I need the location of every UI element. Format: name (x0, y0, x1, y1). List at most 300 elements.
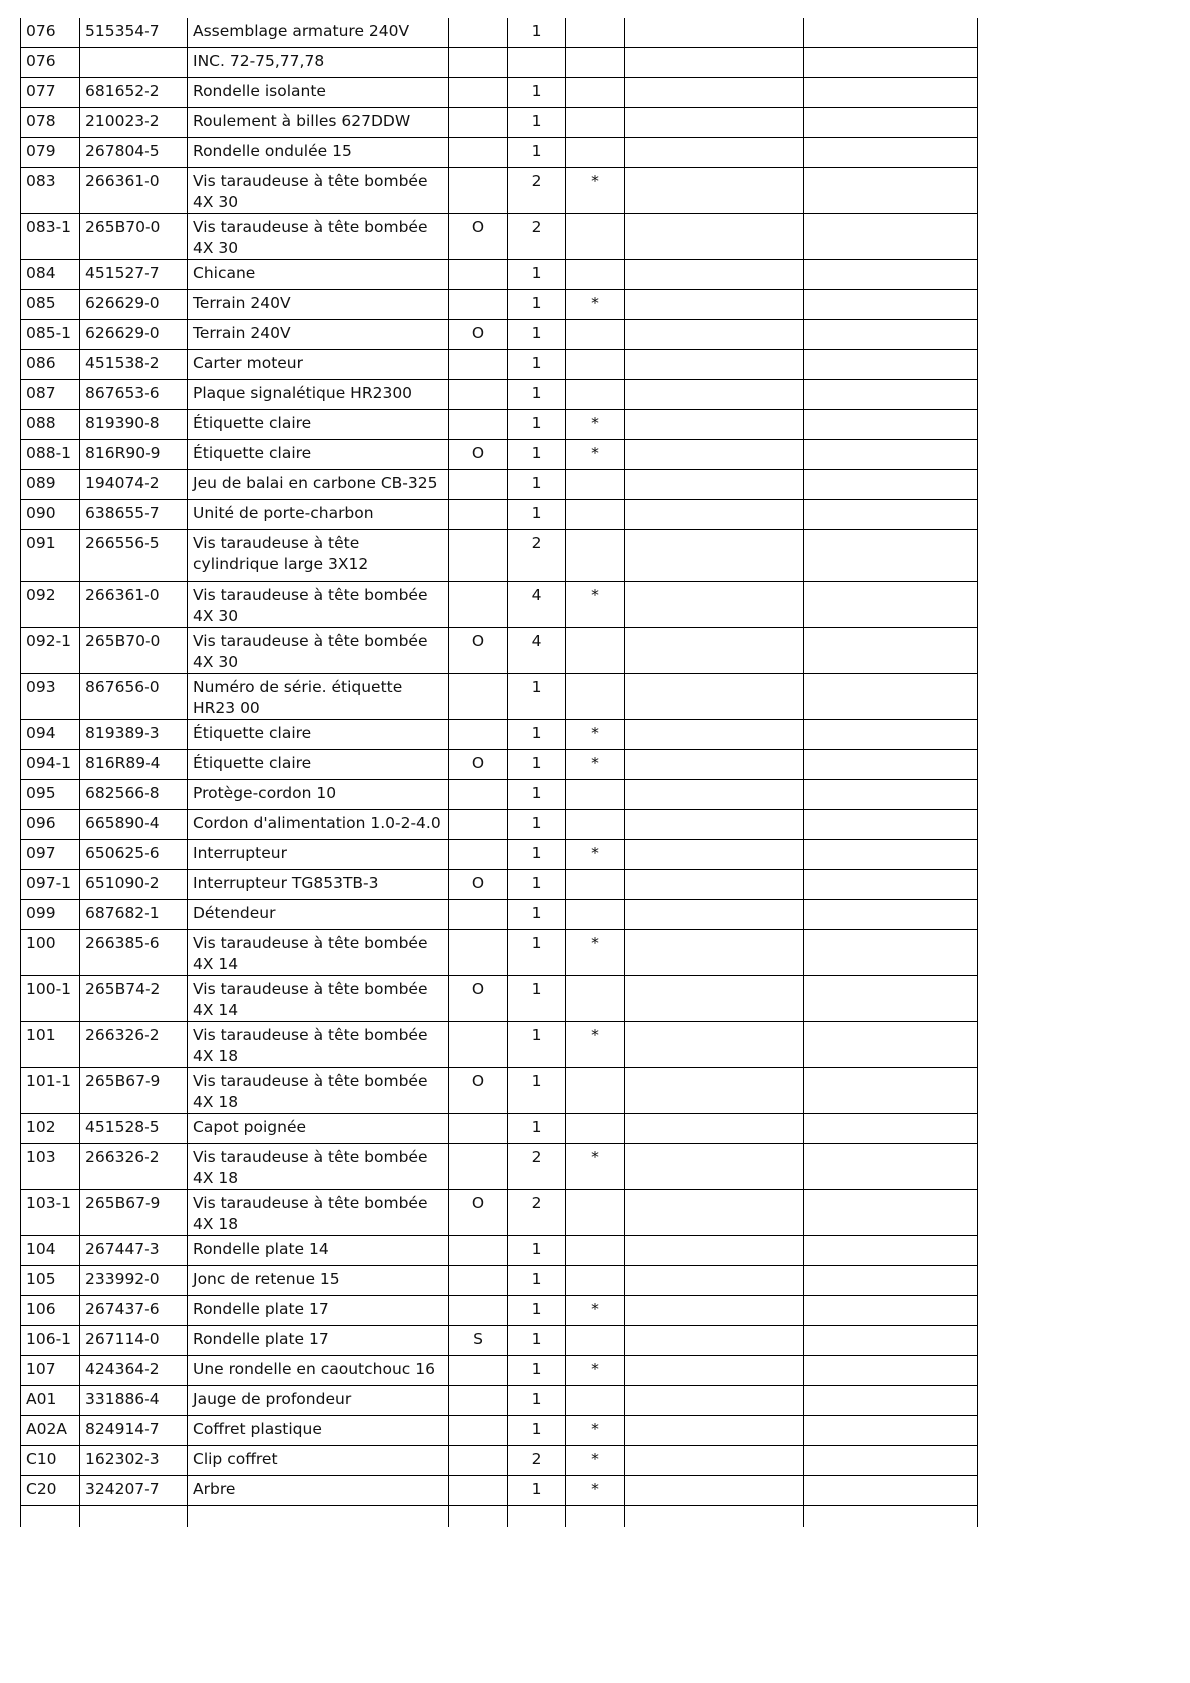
table-row (21, 440, 978, 470)
mark-cell: * (566, 1446, 625, 1476)
option-cell (449, 1236, 508, 1266)
mark-cell (566, 48, 625, 78)
description-cell: Vis taraudeuse à tête bombée 4X 30 (188, 582, 449, 628)
option-cell: O (449, 214, 508, 260)
description-cell: Étiquette claire (188, 440, 449, 470)
option-cell (449, 1416, 508, 1446)
quantity-cell: 1 (508, 1068, 566, 1114)
part-number-cell: 267447-3 (80, 1236, 188, 1266)
ref-number-cell: 104 (21, 1236, 80, 1266)
table-row (21, 380, 978, 410)
option-cell (449, 48, 508, 78)
description-cell: Vis taraudeuse à tête bombée 4X 18 (188, 1144, 449, 1190)
table-row (21, 1386, 978, 1416)
quantity-cell: 1 (508, 260, 566, 290)
empty-cell (804, 1416, 978, 1446)
table-row (21, 1190, 978, 1236)
option-cell (449, 840, 508, 870)
empty-cell (804, 500, 978, 530)
empty-cell (625, 18, 804, 48)
option-cell (449, 1356, 508, 1386)
description-cell: Protège-cordon 10 (188, 780, 449, 810)
empty-cell (625, 1236, 804, 1266)
mark-cell: * (566, 930, 625, 976)
parts-table-body (21, 18, 978, 1527)
ref-number-cell: 088-1 (21, 440, 80, 470)
ref-number-cell: 076 (21, 48, 80, 78)
description-cell: Roulement à billes 627DDW (188, 108, 449, 138)
mark-cell (566, 108, 625, 138)
table-row (21, 1416, 978, 1446)
description-cell: Vis taraudeuse à tête bombée 4X 14 (188, 930, 449, 976)
empty-cell (625, 1326, 804, 1356)
mark-cell: * (566, 410, 625, 440)
option-cell: O (449, 976, 508, 1022)
description-cell: Clip coffret (188, 1446, 449, 1476)
part-number-cell: 626629-0 (80, 320, 188, 350)
ref-number-cell: 085-1 (21, 320, 80, 350)
mark-cell (566, 500, 625, 530)
table-row (21, 1114, 978, 1144)
ref-number-cell: 078 (21, 108, 80, 138)
option-cell (449, 108, 508, 138)
ref-number-cell: 099 (21, 900, 80, 930)
empty-cell (625, 1114, 804, 1144)
empty-cell (80, 1506, 188, 1528)
quantity-cell: 1 (508, 780, 566, 810)
description-cell: Terrain 240V (188, 290, 449, 320)
quantity-cell: 1 (508, 290, 566, 320)
table-row (21, 260, 978, 290)
empty-cell (625, 1190, 804, 1236)
part-number-cell: 665890-4 (80, 810, 188, 840)
option-cell (449, 290, 508, 320)
part-number-cell: 331886-4 (80, 1386, 188, 1416)
ref-number-cell: 106-1 (21, 1326, 80, 1356)
part-number-cell: 265B67-9 (80, 1190, 188, 1236)
part-number-cell: 451528-5 (80, 1114, 188, 1144)
table-row (21, 78, 978, 108)
part-number-cell: 266385-6 (80, 930, 188, 976)
empty-cell (804, 930, 978, 976)
table-row (21, 1326, 978, 1356)
empty-cell (804, 976, 978, 1022)
quantity-cell: 1 (508, 1356, 566, 1386)
empty-cell (804, 168, 978, 214)
description-cell: Coffret plastique (188, 1416, 449, 1446)
table-row (21, 1296, 978, 1326)
option-cell (449, 582, 508, 628)
table-row (21, 350, 978, 380)
description-cell: Vis taraudeuse à tête bombée 4X 18 (188, 1022, 449, 1068)
empty-cell (804, 1236, 978, 1266)
part-number-cell: 819389-3 (80, 720, 188, 750)
empty-cell (804, 1296, 978, 1326)
option-cell: O (449, 1190, 508, 1236)
table-row (21, 900, 978, 930)
mark-cell (566, 810, 625, 840)
description-cell: Rondelle plate 17 (188, 1296, 449, 1326)
mark-cell (566, 1236, 625, 1266)
table-row (21, 470, 978, 500)
part-number-cell: 266326-2 (80, 1144, 188, 1190)
mark-cell: * (566, 720, 625, 750)
quantity-cell: 1 (508, 1476, 566, 1506)
empty-cell (625, 214, 804, 260)
empty-cell (625, 48, 804, 78)
part-number-cell: 681652-2 (80, 78, 188, 108)
part-number-cell: 650625-6 (80, 840, 188, 870)
quantity-cell: 1 (508, 1296, 566, 1326)
empty-cell (449, 1506, 508, 1528)
table-row (21, 810, 978, 840)
empty-cell (804, 470, 978, 500)
empty-cell (804, 108, 978, 138)
ref-number-cell: 102 (21, 1114, 80, 1144)
mark-cell (566, 1326, 625, 1356)
ref-number-cell: A02A (21, 1416, 80, 1446)
description-cell: Vis taraudeuse à tête bombée 4X 18 (188, 1068, 449, 1114)
ref-number-cell: 103-1 (21, 1190, 80, 1236)
description-cell: Capot poignée (188, 1114, 449, 1144)
option-cell (449, 470, 508, 500)
mark-cell (566, 380, 625, 410)
ref-number-cell: 100 (21, 930, 80, 976)
option-cell (449, 1022, 508, 1068)
empty-cell (804, 582, 978, 628)
mark-cell (566, 1386, 625, 1416)
part-number-cell: 515354-7 (80, 18, 188, 48)
quantity-cell: 1 (508, 900, 566, 930)
mark-cell (566, 780, 625, 810)
mark-cell: * (566, 1144, 625, 1190)
empty-cell (804, 1144, 978, 1190)
option-cell: O (449, 870, 508, 900)
quantity-cell: 1 (508, 78, 566, 108)
empty-cell (804, 380, 978, 410)
description-cell: Rondelle plate 14 (188, 1236, 449, 1266)
mark-cell: * (566, 290, 625, 320)
quantity-cell: 2 (508, 530, 566, 582)
option-cell: O (449, 1068, 508, 1114)
table-row (21, 168, 978, 214)
empty-cell (804, 750, 978, 780)
empty-cell (804, 1114, 978, 1144)
part-number-cell (80, 48, 188, 78)
mark-cell (566, 870, 625, 900)
part-number-cell: 816R89-4 (80, 750, 188, 780)
part-number-cell: 451527-7 (80, 260, 188, 290)
part-number-cell: 267437-6 (80, 1296, 188, 1326)
ref-number-cell: 083-1 (21, 214, 80, 260)
quantity-cell: 1 (508, 350, 566, 380)
empty-cell (804, 410, 978, 440)
empty-cell (804, 900, 978, 930)
empty-cell (625, 900, 804, 930)
mark-cell (566, 470, 625, 500)
ref-number-cell: C20 (21, 1476, 80, 1506)
description-cell: Jeu de balai en carbone CB-325 (188, 470, 449, 500)
part-number-cell: 265B67-9 (80, 1068, 188, 1114)
part-number-cell: 162302-3 (80, 1446, 188, 1476)
ref-number-cell: 107 (21, 1356, 80, 1386)
table-row (21, 108, 978, 138)
quantity-cell: 2 (508, 1446, 566, 1476)
description-cell: Jonc de retenue 15 (188, 1266, 449, 1296)
empty-cell (804, 1326, 978, 1356)
ref-number-cell: 089 (21, 470, 80, 500)
empty-cell (804, 1446, 978, 1476)
part-number-cell: 651090-2 (80, 870, 188, 900)
option-cell (449, 500, 508, 530)
empty-cell (625, 290, 804, 320)
mark-cell (566, 18, 625, 48)
option-cell (449, 900, 508, 930)
quantity-cell: 1 (508, 108, 566, 138)
empty-cell (625, 750, 804, 780)
mark-cell (566, 260, 625, 290)
description-cell: Étiquette claire (188, 750, 449, 780)
part-number-cell: 233992-0 (80, 1266, 188, 1296)
mark-cell: * (566, 1356, 625, 1386)
ref-number-cell: 094 (21, 720, 80, 750)
quantity-cell: 1 (508, 870, 566, 900)
part-number-cell: 324207-7 (80, 1476, 188, 1506)
option-cell (449, 1386, 508, 1416)
quantity-cell: 1 (508, 1386, 566, 1416)
empty-cell (625, 380, 804, 410)
description-cell: Étiquette claire (188, 410, 449, 440)
ref-number-cell: 095 (21, 780, 80, 810)
quantity-cell: 1 (508, 1114, 566, 1144)
ref-number-cell: 100-1 (21, 976, 80, 1022)
empty-cell (804, 810, 978, 840)
empty-cell (625, 628, 804, 674)
mark-cell (566, 976, 625, 1022)
empty-cell (625, 1416, 804, 1446)
mark-cell: * (566, 1022, 625, 1068)
ref-number-cell: 084 (21, 260, 80, 290)
mark-cell: * (566, 440, 625, 470)
option-cell (449, 530, 508, 582)
option-cell (449, 780, 508, 810)
quantity-cell: 1 (508, 440, 566, 470)
quantity-cell: 1 (508, 1236, 566, 1266)
empty-cell (804, 1506, 978, 1528)
option-cell (449, 350, 508, 380)
parts-list-page (20, 18, 978, 1527)
table-row (21, 18, 978, 48)
part-number-cell: 867656-0 (80, 674, 188, 720)
part-number-cell: 265B70-0 (80, 628, 188, 674)
description-cell: Vis taraudeuse à tête bombée 4X 30 (188, 214, 449, 260)
parts-table (20, 18, 978, 1527)
option-cell: O (449, 750, 508, 780)
empty-cell (625, 870, 804, 900)
part-number-cell: 424364-2 (80, 1356, 188, 1386)
empty-cell (804, 18, 978, 48)
description-cell: Cordon d'alimentation 1.0-2-4.0 (188, 810, 449, 840)
mark-cell (566, 900, 625, 930)
option-cell (449, 1446, 508, 1476)
part-number-cell: 194074-2 (80, 470, 188, 500)
description-cell: Rondelle isolante (188, 78, 449, 108)
part-number-cell: 687682-1 (80, 900, 188, 930)
table-row (21, 1236, 978, 1266)
empty-cell (804, 1356, 978, 1386)
empty-cell (804, 530, 978, 582)
quantity-cell: 1 (508, 976, 566, 1022)
quantity-cell: 1 (508, 380, 566, 410)
table-row (21, 320, 978, 350)
ref-number-cell: 086 (21, 350, 80, 380)
mark-cell (566, 628, 625, 674)
empty-cell (625, 1356, 804, 1386)
ref-number-cell: 096 (21, 810, 80, 840)
ref-number-cell: 103 (21, 1144, 80, 1190)
option-cell (449, 810, 508, 840)
table-row (21, 1266, 978, 1296)
table-row-continuation (21, 1506, 978, 1528)
quantity-cell: 1 (508, 810, 566, 840)
empty-cell (625, 530, 804, 582)
option-cell (449, 260, 508, 290)
table-row (21, 720, 978, 750)
quantity-cell: 1 (508, 1416, 566, 1446)
empty-cell (625, 470, 804, 500)
empty-cell (804, 1476, 978, 1506)
table-row (21, 750, 978, 780)
option-cell (449, 380, 508, 410)
quantity-cell: 1 (508, 500, 566, 530)
mark-cell: * (566, 1296, 625, 1326)
empty-cell (804, 1190, 978, 1236)
option-cell (449, 1296, 508, 1326)
description-cell: Assemblage armature 240V (188, 18, 449, 48)
empty-cell (804, 290, 978, 320)
description-cell: Interrupteur (188, 840, 449, 870)
option-cell (449, 410, 508, 440)
empty-cell (804, 138, 978, 168)
mark-cell (566, 214, 625, 260)
part-number-cell: 266361-0 (80, 168, 188, 214)
part-number-cell: 266556-5 (80, 530, 188, 582)
description-cell: Jauge de profondeur (188, 1386, 449, 1416)
description-cell: Rondelle plate 17 (188, 1326, 449, 1356)
empty-cell (804, 48, 978, 78)
empty-cell (625, 440, 804, 470)
table-row (21, 410, 978, 440)
empty-cell (625, 1068, 804, 1114)
part-number-cell: 265B70-0 (80, 214, 188, 260)
empty-cell (625, 78, 804, 108)
quantity-cell: 1 (508, 840, 566, 870)
empty-cell (508, 1506, 566, 1528)
empty-cell (625, 138, 804, 168)
ref-number-cell: 097-1 (21, 870, 80, 900)
ref-number-cell: 092-1 (21, 628, 80, 674)
ref-number-cell: 093 (21, 674, 80, 720)
empty-cell (625, 674, 804, 720)
empty-cell (625, 720, 804, 750)
empty-cell (625, 1144, 804, 1190)
empty-cell (804, 720, 978, 750)
option-cell (449, 18, 508, 48)
option-cell (449, 674, 508, 720)
empty-cell (625, 976, 804, 1022)
description-cell: Carter moteur (188, 350, 449, 380)
ref-number-cell: 079 (21, 138, 80, 168)
quantity-cell: 1 (508, 320, 566, 350)
option-cell: O (449, 320, 508, 350)
table-row (21, 1476, 978, 1506)
table-row (21, 1144, 978, 1190)
empty-cell (625, 582, 804, 628)
quantity-cell: 2 (508, 214, 566, 260)
description-cell: Numéro de série. étiquette HR23 00 (188, 674, 449, 720)
table-row (21, 976, 978, 1022)
table-row (21, 214, 978, 260)
ref-number-cell: 083 (21, 168, 80, 214)
description-cell: Étiquette claire (188, 720, 449, 750)
option-cell: O (449, 440, 508, 470)
table-row (21, 500, 978, 530)
empty-cell (625, 410, 804, 440)
quantity-cell: 1 (508, 410, 566, 440)
table-row (21, 138, 978, 168)
option-cell (449, 1266, 508, 1296)
empty-cell (625, 1476, 804, 1506)
mark-cell (566, 350, 625, 380)
ref-number-cell: 076 (21, 18, 80, 48)
empty-cell (804, 1068, 978, 1114)
description-cell: Détendeur (188, 900, 449, 930)
table-row (21, 628, 978, 674)
mark-cell: * (566, 1476, 625, 1506)
empty-cell (21, 1506, 80, 1528)
empty-cell (625, 168, 804, 214)
ref-number-cell: C10 (21, 1446, 80, 1476)
empty-cell (804, 1022, 978, 1068)
mark-cell (566, 674, 625, 720)
option-cell (449, 720, 508, 750)
mark-cell (566, 138, 625, 168)
description-cell: Vis taraudeuse à tête cylindrique large 3X12 (188, 530, 449, 582)
table-row (21, 1356, 978, 1386)
quantity-cell (508, 48, 566, 78)
option-cell: O (449, 628, 508, 674)
ref-number-cell: 092 (21, 582, 80, 628)
part-number-cell: 267804-5 (80, 138, 188, 168)
description-cell: Vis taraudeuse à tête bombée 4X 18 (188, 1190, 449, 1236)
ref-number-cell: 106 (21, 1296, 80, 1326)
empty-cell (804, 870, 978, 900)
description-cell: INC. 72-75,77,78 (188, 48, 449, 78)
empty-cell (566, 1506, 625, 1528)
table-row (21, 674, 978, 720)
mark-cell (566, 530, 625, 582)
option-cell (449, 1114, 508, 1144)
empty-cell (804, 320, 978, 350)
empty-cell (804, 628, 978, 674)
empty-cell (804, 260, 978, 290)
quantity-cell: 4 (508, 628, 566, 674)
quantity-cell: 1 (508, 18, 566, 48)
part-number-cell: 682566-8 (80, 780, 188, 810)
table-row (21, 930, 978, 976)
quantity-cell: 4 (508, 582, 566, 628)
ref-number-cell: 087 (21, 380, 80, 410)
